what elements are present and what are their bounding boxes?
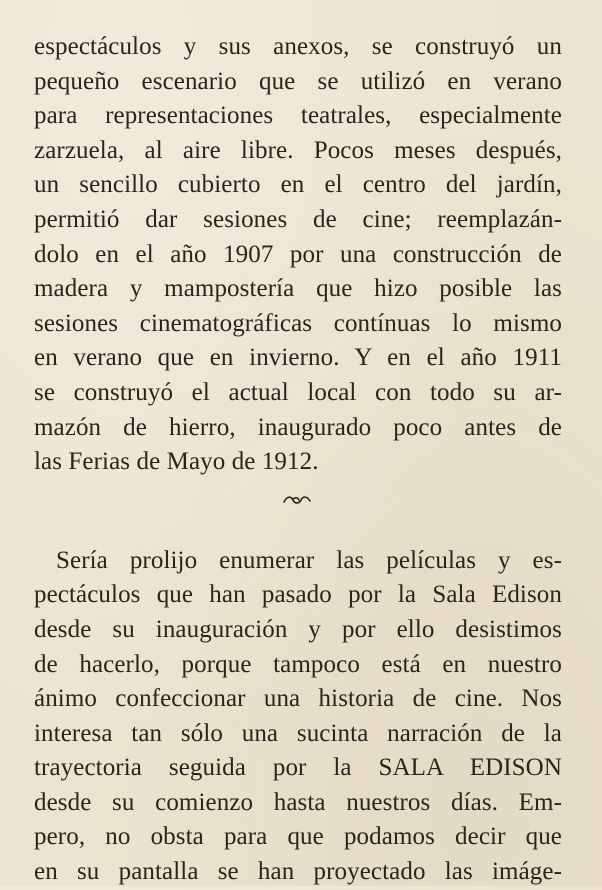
text-line: espectáculos y sus anexos, se construyó un: [34, 33, 562, 60]
text-line: permitió dar sesiones de cine; reemplazán-: [34, 205, 562, 233]
text-line: desde su inauguración y por ello desistimos: [34, 615, 562, 643]
text-line: pero, no obsta para que podamos decir que: [34, 823, 562, 851]
text-line: las Ferias de Mayo de 1912.: [34, 448, 319, 476]
text-line: interesa tan sólo una sucinta narración de la: [34, 719, 562, 747]
text-line: trayectoria seguida por la SALA EDISON: [34, 754, 562, 782]
text-line: mazón de hierro, inaugurado poco antes de: [34, 413, 562, 441]
paragraph-1: [34, 30, 562, 480]
ornament-swirl-icon: [282, 494, 312, 506]
text-line: Sería prolijo enumerar las películas y es-: [56, 546, 562, 574]
paragraph-2: [34, 544, 562, 890]
text-line: madera y mampostería que hizo posible las: [34, 275, 562, 303]
text-line: en verano que en invierno. Y en el año 1911: [34, 344, 562, 372]
text-line: zarzuela, al aire libre. Pocos meses después,: [34, 136, 562, 164]
text-line: sesiones cinematográficas contínuas lo mismo: [34, 309, 562, 337]
text-line: de hacerlo, porque tampoco está en nuestro: [34, 650, 562, 678]
text-line: en su pantalla se han proyectado las imáge-: [34, 858, 562, 886]
text-line: pectáculos que han pasado por la Sala Edison: [34, 581, 562, 609]
text-line: un sencillo cubierto en el centro del jardín,: [34, 171, 562, 199]
text-line: desde su comienzo hasta nuestros días. Em-: [34, 788, 562, 816]
section-separator: [34, 480, 562, 544]
text-line: para representaciones teatrales, especialmente: [34, 102, 562, 130]
text-line: ánimo confeccionar una historia de cine. Nos: [34, 685, 562, 713]
text-line: se construyó el actual local con todo su ar-: [34, 378, 562, 406]
document-page: [34, 30, 562, 890]
text-line: pequeño escenario que se utilizó en verano: [34, 67, 562, 95]
text-line: dolo en el año 1907 por una construcción de: [34, 240, 562, 268]
